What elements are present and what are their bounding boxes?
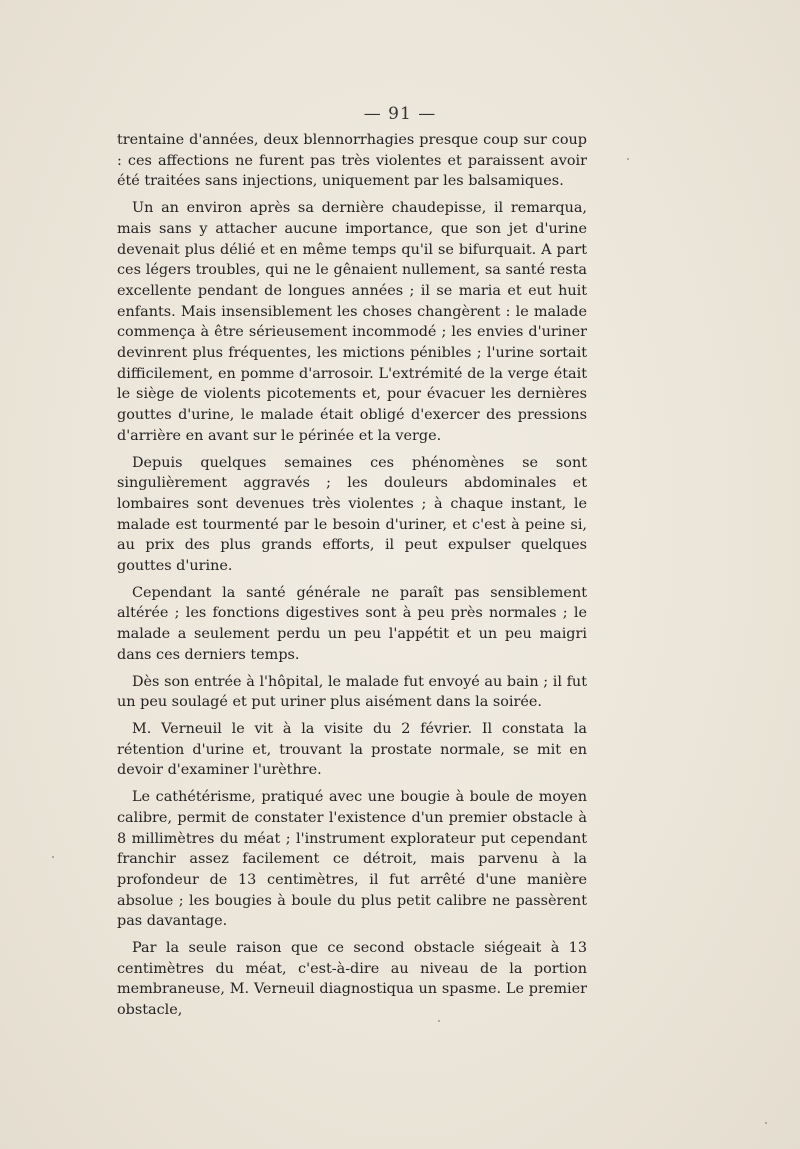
paper-speck <box>765 1122 767 1124</box>
body-text <box>117 130 587 1027</box>
paper-speck <box>52 856 54 858</box>
paragraph-3: Depuis quelques semaines ces phénomènes se sont singulièrement aggravés ; les douleurs abdominales et lombaires sont devenues très violentes ; à chaque instant, le malade est tourmenté par le besoin d'uriner, et c'est à peine si, au prix des plus grands efforts, il peut expulser quelques gouttes d'urine. <box>117 454 587 575</box>
paragraph-7: Le cathétérisme, pratiqué avec une bougie à boule de moyen calibre, permit de constater l'existence d'un premier obstacle à 8 millimètres du méat ; l'instrument explorateur put cependant franchir assez facilement ce détroit, mais parvenu à la profondeur de 13 centimètres, il fut arrêté d'une manière absolue ; les bougies à boule du plus petit calibre ne passèrent pas davantage. <box>117 789 587 930</box>
paragraph-2: Un an environ après sa dernière chaudepisse, il remarqua, mais sans y attacher aucune importance, que son jet d'urine devenait plus délié et en même temps qu'il se bifurquait. A part ces légers troubles, qui ne le gênaient nullement, sa santé resta excellente pendant de longues années ; il se maria et eut huit enfants. Mais insensiblement les choses changèrent : le malade commença à être sérieusement incommodé ; les envies d'uriner devinrent plus fréquentes, les mictions pénibles ; l'urine sortait difficilement, en pomme d'arrosoir. L'extrémité de la verge était le siège de violents picotements et, pour évacuer les dernières gouttes d'urine, le malade était obligé d'exercer des pressions d'arrière en avant sur le périnée et la verge. <box>117 200 587 444</box>
paragraph-5: Dès son entrée à l'hôpital, le malade fut envoyé au bain ; il fut un peu soulagé et put uriner plus aisément dans la soirée. <box>117 673 587 711</box>
paragraph-1: trentaine d'années, deux blennorrhagies presque coup sur coup : ces affections ne furent pas très violentes et paraissent avoir été traitées sans injections, uniquement par les balsamiques. <box>117 132 587 190</box>
paragraph-6: M. Verneuil le vit à la visite du 2 février. Il constata la rétention d'urine et, trouvant la prostate normale, se mit en devoir d'examiner l'urèthre. <box>117 720 587 779</box>
paper-speck <box>438 1020 440 1022</box>
paragraph-4: Cependant la santé générale ne paraît pas sensiblement altérée ; les fonctions digestives sont à peu près normales ; le malade a seulement perdu un peu l'appétit et un peu maigri dans ces derniers temps. <box>117 584 587 663</box>
paragraph-8: Par la seule raison que ce second obstacle siégeait à 13 centimètres du méat, c'est-à-dire au niveau de la portion membraneuse, M. Verneuil diagnostiqua un spasme. Le premier obstacle, <box>117 940 587 1019</box>
paper-speck <box>627 158 629 160</box>
page-number: — 91 — <box>363 104 437 124</box>
